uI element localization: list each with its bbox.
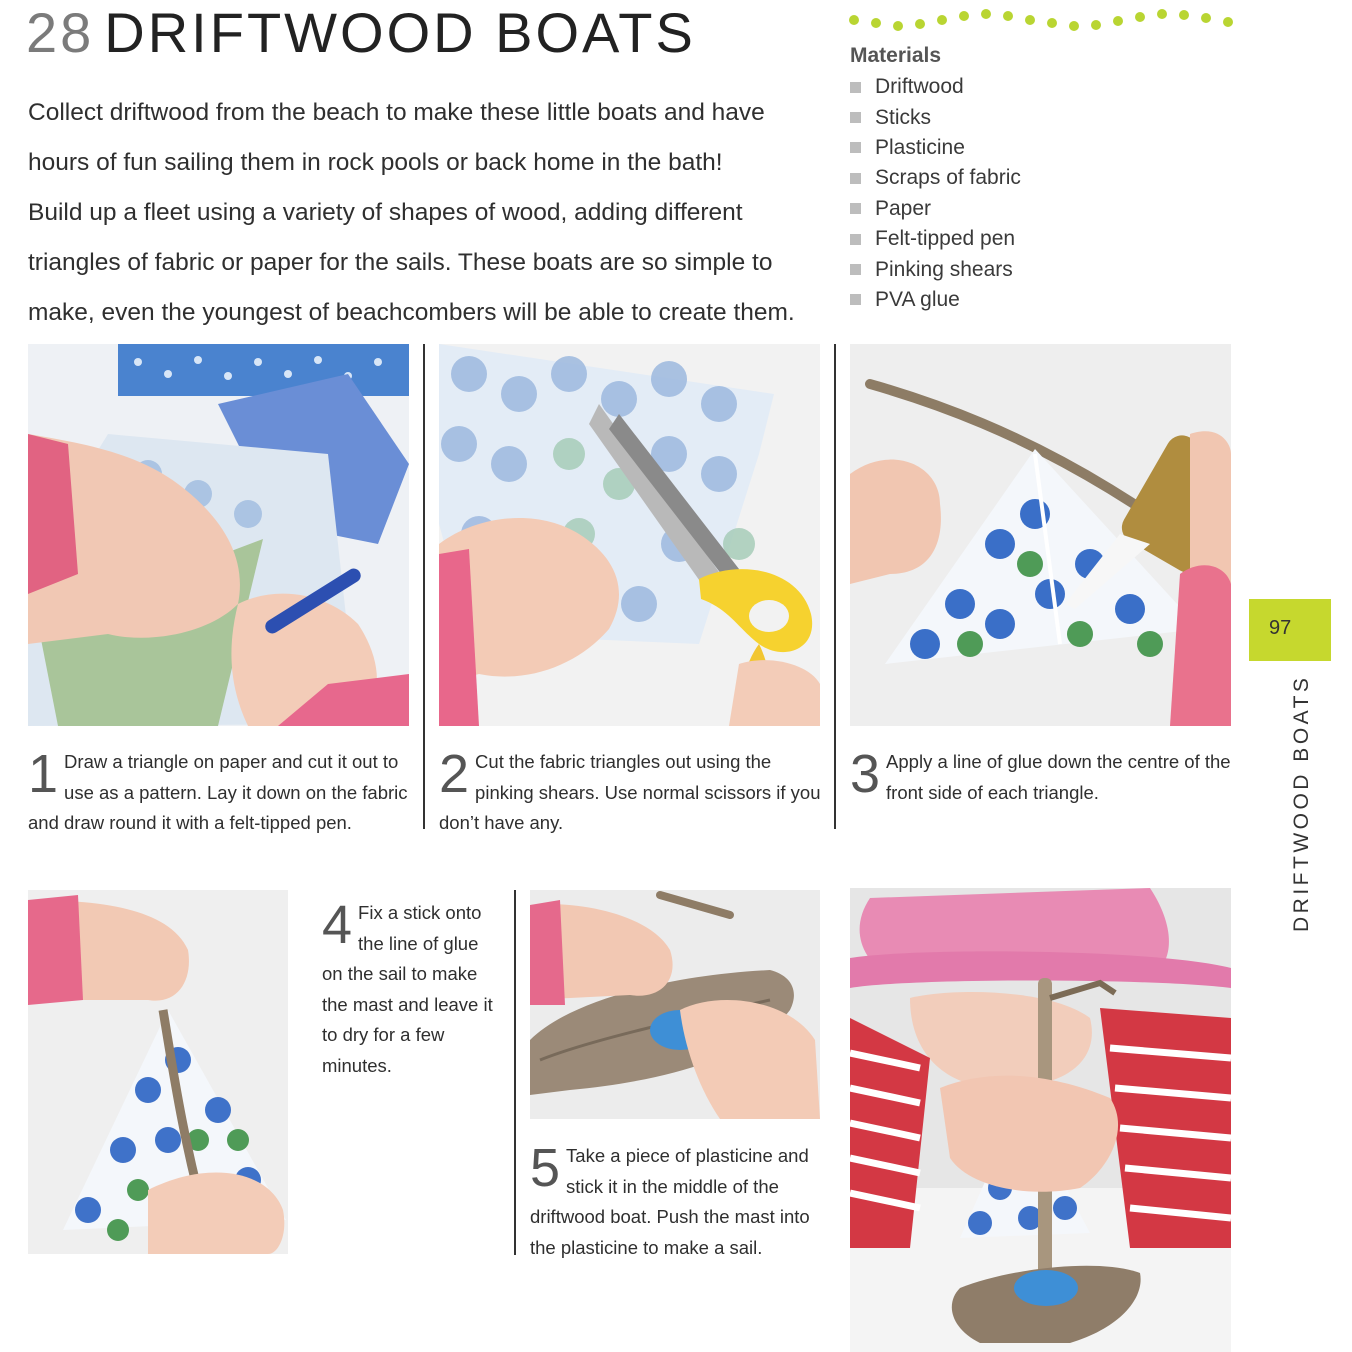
bullet-square-icon [850,203,861,214]
material-label: PVA glue [875,287,960,311]
step-text: Take a piece of plasticine and stick it in the middle of the driftwood boat. Push the mast into the plasticine to make a sail. [530,1145,810,1258]
step-text: Cut the fabric triangles out using the pinking shears. Use normal scissors if you don’t have any. [439,751,821,833]
list-item [850,285,1021,315]
material-label: Driftwood [875,75,964,99]
page-number: 97 [1269,617,1292,639]
list-item [850,102,1021,132]
column-divider [514,890,516,1255]
intro-line: Collect driftwood from the beach to make these little boats and have [28,99,765,126]
step-3-caption [850,744,1234,808]
project-title: DRIFTWOOD BOATS [104,1,696,64]
step-5-caption [530,1138,822,1263]
step-4-caption [322,895,500,1081]
finished-boat-photo [850,888,1231,1352]
bullet-square-icon [850,82,861,93]
step-number: 3 [850,744,881,804]
material-label: Felt-tipped pen [875,227,1016,251]
material-label: Scraps of fabric [875,166,1021,190]
list-item [850,72,1021,102]
step-text: Fix a stick onto the line of glue on the sail to make the mast and leave it to dry for a few minutes. [322,902,493,1076]
step-2-photo [439,344,820,726]
list-item [850,163,1021,193]
step-text: Apply a line of glue down the centre of the front side of each triangle. [886,751,1231,803]
step-number: 1 [28,744,59,804]
bullet-square-icon [850,142,861,153]
list-item [850,194,1021,224]
column-divider [423,344,425,829]
bullet-square-icon [850,294,861,305]
material-label: Pinking shears [875,257,1013,281]
step-text: Draw a triangle on paper and cut it out to use as a pattern. Lay it down on the fabric and draw round it with a felt-tipped pen. [28,751,408,833]
material-label: Sticks [875,105,932,129]
step-4-photo [28,890,288,1254]
bullet-square-icon [850,264,861,275]
step-number: 4 [322,895,353,955]
bullet-square-icon [850,112,861,123]
dotted-wave-ornament [846,6,1238,32]
column-divider [834,344,836,829]
step-5-photo [530,890,820,1119]
section-label: DRIFTWOOD BOATS [1290,674,1313,932]
bullet-square-icon [850,173,861,184]
materials-list [850,44,1021,315]
intro-line: triangles of fabric or paper for the sails. These boats are so simple to [28,249,773,276]
materials-heading: Materials [850,44,942,67]
list-item [850,254,1021,284]
intro-line: make, even the youngest of beachcombers will be able to create them. [28,299,795,326]
step-1-photo [28,344,409,726]
material-label: Plasticine [875,135,965,159]
list-item [850,224,1021,254]
intro-line: hours of fun sailing them in rock pools or back home in the bath! [28,149,723,176]
project-number: 28 [26,1,95,64]
step-1-caption [28,744,412,839]
page-title [26,0,696,66]
step-3-photo [850,344,1231,726]
material-label: Paper [875,196,932,220]
list-item [850,133,1021,163]
intro-paragraph [28,88,828,338]
page-number-tab [1249,599,1331,661]
running-header [1262,674,1313,936]
intro-line: Build up a fleet using a variety of shapes of wood, adding different [28,199,743,226]
step-number: 2 [439,744,470,804]
step-number: 5 [530,1138,561,1198]
step-2-caption [439,744,823,839]
bullet-square-icon [850,234,861,245]
